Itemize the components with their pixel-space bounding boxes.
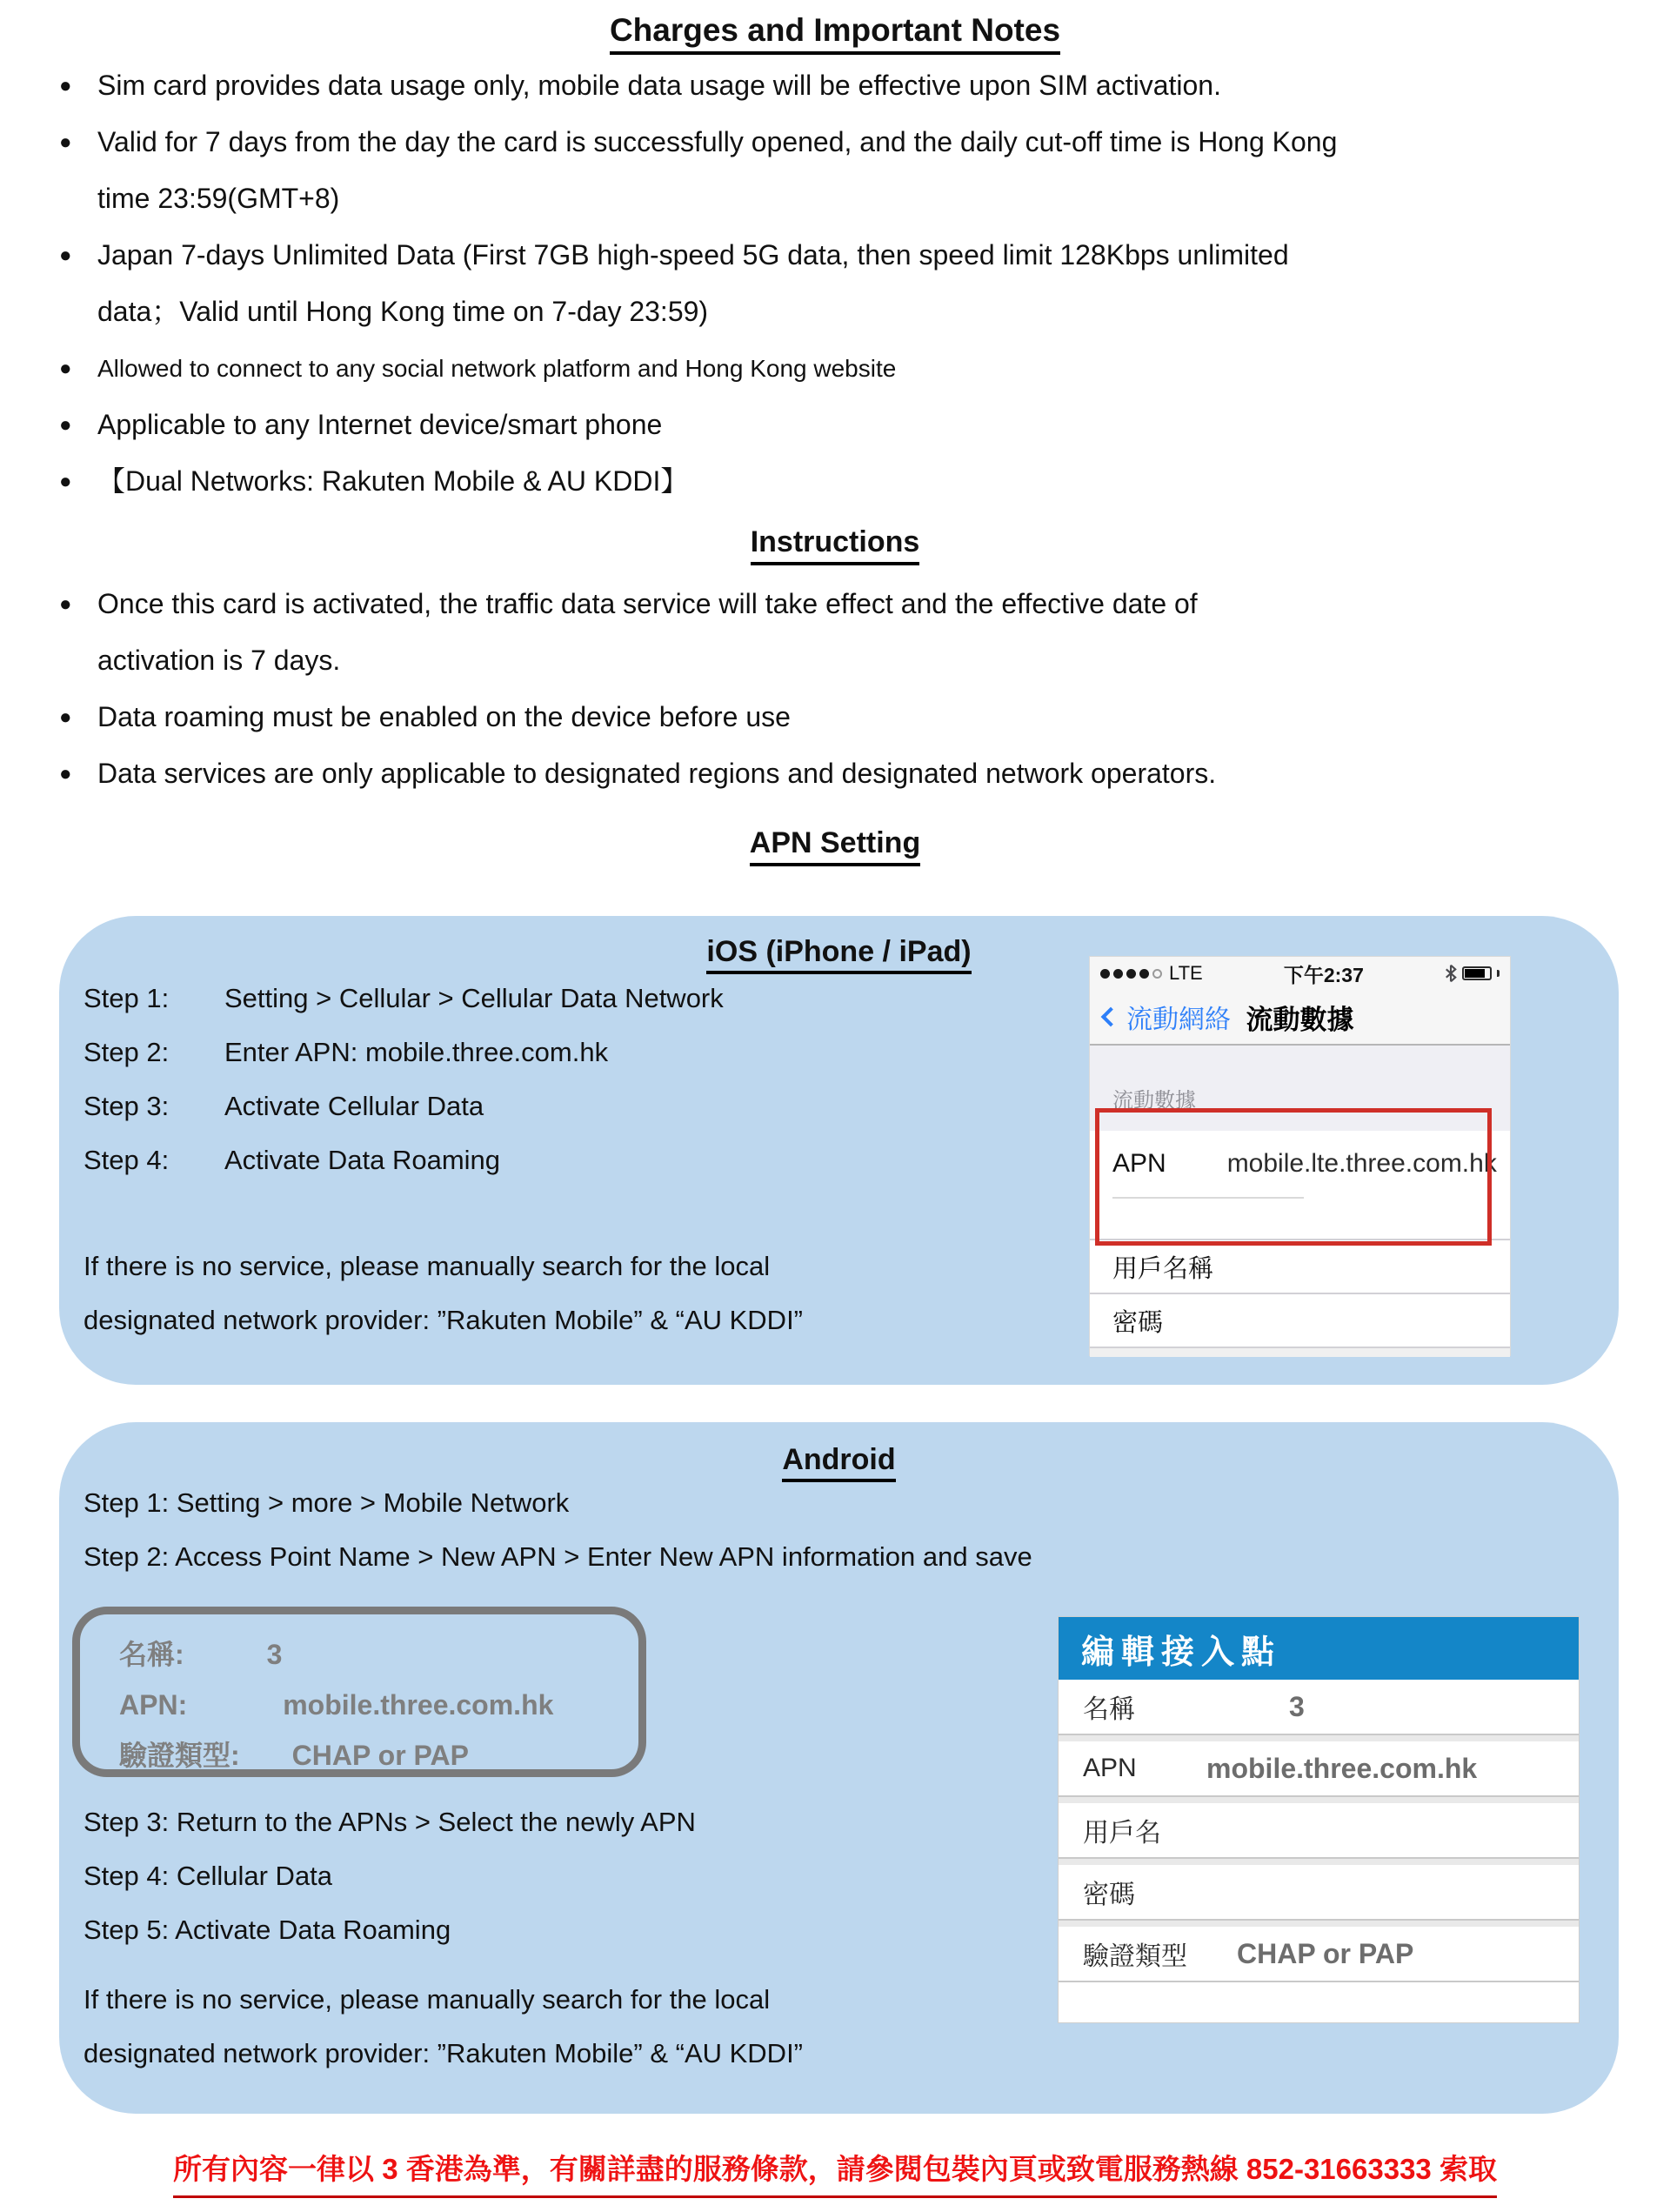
android-step: Step 3: Return to the APNs > Select the newly APN: [84, 1807, 696, 1837]
bullet-icon: [59, 632, 97, 689]
bullet-text: Japan 7-days Unlimited Data (First 7GB high-speed 5G data, then speed limit 128Kbps unlimited: [97, 239, 1289, 271]
step-label: Step 3:: [84, 1091, 170, 1121]
bullet-icon: ●: [59, 130, 72, 154]
apn-info-value: mobile.three.com.hk: [283, 1689, 554, 1721]
bullet-icon: ●: [59, 74, 72, 97]
bullet-icon: ●: [59, 470, 72, 493]
bullet-text: data；Valid until Hong Kong time on 7-day 23:59): [97, 296, 709, 327]
bullet-text: Allowed to connect to any social network platform and Hong Kong website: [97, 355, 897, 382]
android-steps-bottom: [84, 1795, 696, 1957]
android-panel: [59, 1422, 1619, 2114]
screenshot-bottom-strip: [1090, 1347, 1510, 1357]
ios-step: [84, 1133, 724, 1187]
android-screen-row: [1059, 1865, 1579, 1921]
ios-panel: [59, 916, 1619, 1385]
bullet-line: [59, 284, 1635, 340]
bullet-icon: ●: [59, 762, 72, 785]
android-step: Step 1: Setting > more > Mobile Network: [84, 1487, 570, 1518]
iphone-screenshot: [1089, 956, 1511, 1356]
bullet-line: [59, 689, 1635, 745]
row-value: 3: [1289, 1690, 1305, 1722]
step-label: Step 2:: [84, 1037, 170, 1067]
android-screenshot: [1058, 1616, 1580, 2023]
row-label: 名稱: [1083, 1695, 1135, 1724]
android-screen-rows: [1059, 1680, 1579, 1982]
apn-info-row: [119, 1730, 638, 1781]
bullet-text: time 23:59(GMT+8): [97, 183, 340, 214]
ios-heading: iOS (iPhone / iPad): [59, 935, 1619, 974]
bullet-line: [59, 632, 1635, 689]
section-spacer: [1090, 1046, 1510, 1080]
bullet-icon: ●: [59, 357, 72, 380]
android-step: Step 4: Cellular Data: [84, 1861, 333, 1891]
step-text: Enter APN: mobile.three.com.hk: [224, 1037, 609, 1067]
bullet-icon: ●: [59, 244, 72, 267]
bullet-icon: ●: [59, 705, 72, 729]
apn-info-box: [72, 1607, 646, 1777]
bullet-text: Data services are only applicable to designated regions and designated network operators.: [97, 758, 1217, 789]
bullet-line: [59, 576, 1635, 632]
back-chevron-icon: [1101, 1007, 1121, 1027]
bluetooth-icon: [1445, 964, 1457, 983]
bullet-text: Sim card provides data usage only, mobile data usage will be effective upon SIM activation.: [97, 70, 1221, 101]
bullet-text: Valid for 7 days from the day the card is successfully opened, and the daily cut-off time is Hong Kong: [97, 126, 1338, 157]
android-screen-row: [1059, 1803, 1579, 1859]
android-steps-top: [84, 1476, 1032, 1584]
step-text: Setting > Cellular > Cellular Data Network: [224, 983, 724, 1013]
note-line: designated network provider: ”Rakuten Mobile” & “AU KDDI”: [84, 2038, 804, 2068]
step-text: Activate Cellular Data: [224, 1091, 484, 1121]
ios-step: [84, 1026, 724, 1079]
iphone-status-bar: [1090, 957, 1510, 990]
back-button-label: 流動網絡: [1126, 1006, 1231, 1034]
bullet-icon: [59, 170, 97, 227]
battery-nub: [1497, 970, 1500, 977]
android-note: [84, 1973, 803, 2081]
apn-field-label: APN: [1112, 1149, 1166, 1178]
android-step: Step 5: Activate Data Roaming: [84, 1915, 451, 1945]
iphone-nav-bar: [1090, 990, 1510, 1046]
page-title: Charges and Important Notes: [0, 12, 1670, 55]
instructions-bullet-list: [59, 576, 1635, 802]
android-screen-row: [1059, 1680, 1579, 1735]
screenshot-bottom: [1059, 1982, 1579, 2014]
note-line: If there is no service, please manually search for the local: [84, 1984, 771, 2015]
bullet-icon: ●: [59, 592, 72, 616]
carrier-label: LTE: [1169, 962, 1203, 984]
bullet-text: Once this card is activated, the traffic data service will take effect and the effective date of: [97, 588, 1198, 619]
ios-step: [84, 1079, 724, 1133]
heading-apn-setting: APN Setting: [0, 826, 1670, 866]
username-row: 用戶名稱: [1090, 1239, 1510, 1293]
footer-note: 所有內容一律以 3 香港為準，有關詳盡的服務條款，請參閱包裝內頁或致電服務熱線 852-31663333 索取: [0, 2147, 1670, 2198]
bullet-icon: ●: [59, 413, 72, 437]
ios-steps: [84, 972, 724, 1187]
android-screen-header: 編輯接入點: [1059, 1617, 1579, 1680]
apn-info-label: 驗證類型:: [119, 1740, 240, 1771]
bullet-line: [59, 340, 1635, 397]
apn-info-value: CHAP or PAP: [291, 1740, 469, 1771]
bullet-line: [59, 227, 1635, 284]
bullet-line: [59, 170, 1635, 227]
android-screen-row: [1059, 1741, 1579, 1797]
apn-info-row: [119, 1680, 638, 1730]
note-line: designated network provider: ”Rakuten Mobile” & “AU KDDI”: [84, 1305, 804, 1335]
signal-strength-icon: [1100, 969, 1162, 979]
apn-info-row: [119, 1629, 638, 1680]
password-row: 密碼: [1090, 1293, 1510, 1347]
section-label: 流動數據: [1090, 1080, 1510, 1117]
row-value: CHAP or PAP: [1237, 1937, 1414, 1969]
bullet-text: Applicable to any Internet device/smart phone: [97, 409, 663, 440]
android-step: Step 2: Access Point Name > New APN > Enter New APN information and save: [84, 1541, 1032, 1572]
bullet-text: 【Dual Networks: Rakuten Mobile & AU KDDI】: [97, 465, 689, 497]
row-label: APN: [1083, 1754, 1137, 1782]
ios-note: [84, 1240, 803, 1347]
apn-info-label: 名稱:: [119, 1639, 184, 1670]
bullet-text: Data roaming must be enabled on the device before use: [97, 701, 791, 732]
bullet-line: [59, 114, 1635, 170]
row-label: 用戶名: [1083, 1819, 1161, 1848]
charges-bullet-list: [59, 57, 1635, 510]
step-text: Activate Data Roaming: [224, 1145, 501, 1175]
row-value: mobile.three.com.hk: [1206, 1752, 1478, 1784]
bullet-line: [59, 453, 1635, 510]
bullet-text: activation is 7 days.: [97, 645, 341, 676]
nav-title: 流動數據: [1246, 1004, 1354, 1035]
step-label: Step 1:: [84, 983, 170, 1013]
row-label: 密碼: [1083, 1881, 1135, 1909]
note-line: If there is no service, please manually search for the local: [84, 1251, 771, 1281]
android-heading: Android: [59, 1443, 1619, 1482]
step-label: Step 4:: [84, 1145, 170, 1175]
bullet-line: [59, 397, 1635, 453]
red-highlight-box: [1095, 1108, 1492, 1246]
apn-field-value: mobile.lte.three.com.hk: [1226, 1149, 1497, 1178]
status-time: 下午2:37: [1283, 963, 1364, 986]
heading-instructions: Instructions: [0, 525, 1670, 565]
battery-icon: [1462, 966, 1492, 980]
apn-info-label: APN:: [119, 1689, 188, 1721]
bullet-line: [59, 745, 1635, 802]
bullet-line: [59, 57, 1635, 114]
bullet-icon: [59, 284, 97, 340]
apn-info-value: 3: [266, 1639, 283, 1670]
android-screen-row: [1059, 1927, 1579, 1982]
ios-step: [84, 972, 724, 1026]
row-label: 驗證類型: [1083, 1942, 1187, 1971]
